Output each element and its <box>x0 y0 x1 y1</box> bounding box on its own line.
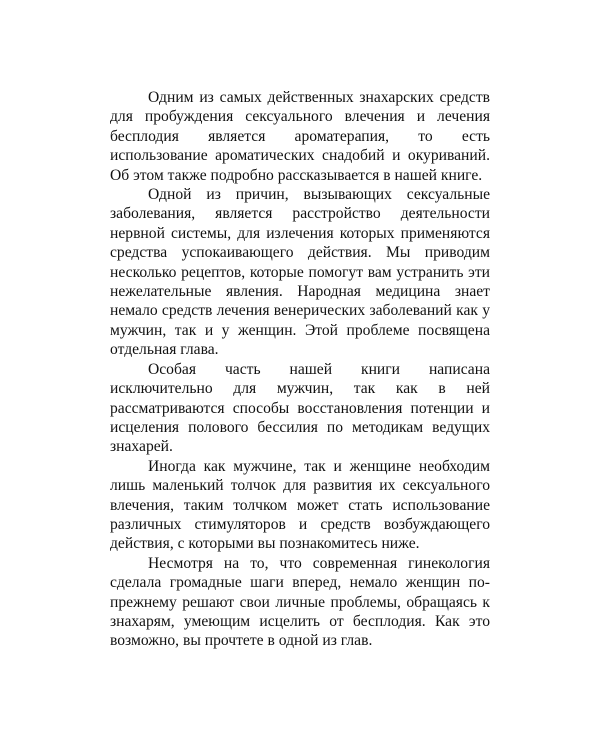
paragraph: Иногда как мужчине, так и женщине необходим лишь маленький толчок для развития их сексуального влечения, таким толчком может стать использование различных стимуляторов и средств возбуждающего действия, с которыми вы познакомитесь ниже. <box>110 457 490 553</box>
paragraph: Несмотря на то, что современная гинекология сделала громадные шаги вперед, немало женщин по-прежнему решают свои личные проблемы, обращаясь к знахарям, умеющим исцелить от бесплодия. Как это возможно, вы прочтете в одной из глав. <box>110 554 490 650</box>
paragraph: Особая часть нашей книги написана исключительно для мужчин, так как в ней рассматриваются способы восстановления потенции и исцеления полового бессилия по методикам ведущих знахарей. <box>110 360 490 456</box>
paragraph: Одной из причин, вызывающих сексуальные заболевания, является расстройство деятельности нервной системы, для излечения которых применяются средства успокаивающего действия. Мы приводим несколько рецептов, которые помогут вам устранить эти нежелательные явления. Народная медицина знает немало средств лечения венерических заболеваний как у мужчин, так и у женщин. Этой проблеме посвящена отдельная глава. <box>110 186 490 359</box>
body-text <box>110 88 490 651</box>
paragraph: Одним из самых действенных знахарских средств для пробуждения сексуального влечения и лечения бесплодия является ароматерапия, то есть использование ароматических снадобий и окуриваний. Об этом также подробно рассказывается в нашей книге. <box>110 89 490 184</box>
